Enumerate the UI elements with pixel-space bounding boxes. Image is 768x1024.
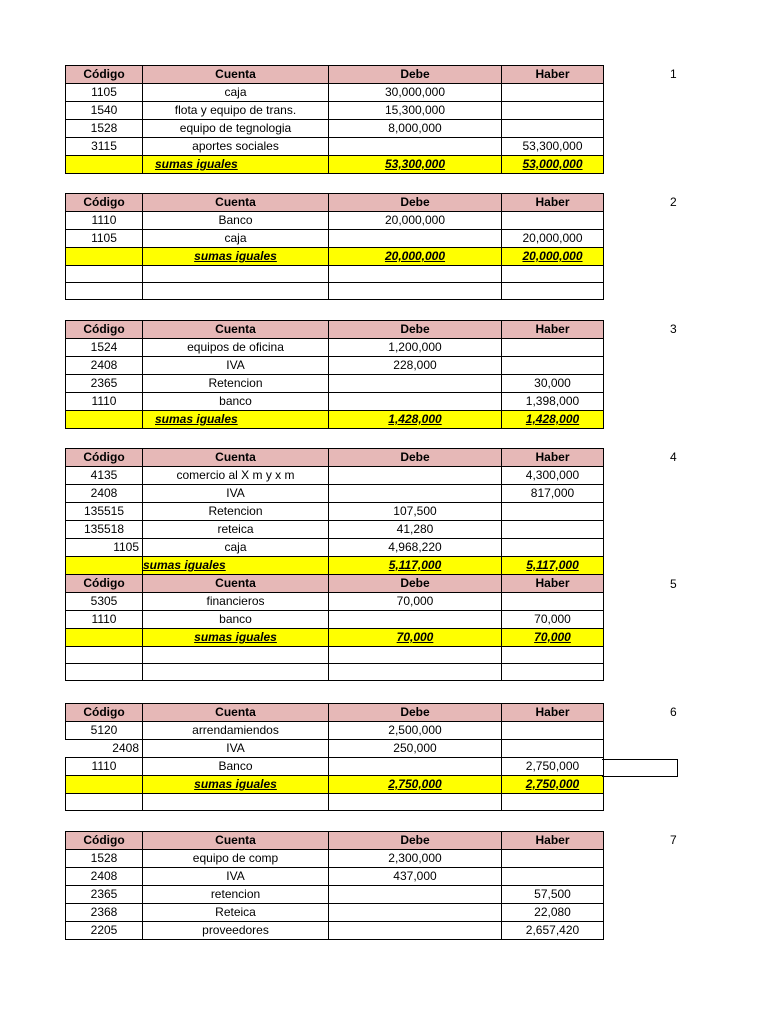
header-codigo: Código <box>66 575 143 593</box>
empty-cell[interactable] <box>143 664 329 681</box>
header-row <box>66 321 604 339</box>
header-haber: Haber <box>502 321 604 339</box>
empty-cell[interactable] <box>329 266 502 283</box>
table-row <box>66 84 604 102</box>
header-cuenta: Cuenta <box>143 704 329 722</box>
header-row <box>66 575 604 593</box>
haber-cell[interactable] <box>502 740 604 758</box>
haber-cell[interactable]: 2,657,420 <box>502 922 604 940</box>
table-row <box>66 611 604 629</box>
cuenta-cell[interactable]: caja <box>143 230 329 248</box>
table-row <box>66 868 604 886</box>
header-codigo: Código <box>66 66 143 84</box>
total-haber[interactable]: 20,000,000 <box>502 248 604 266</box>
header-debe: Debe <box>329 321 502 339</box>
journal-entry-table <box>65 65 604 174</box>
debe-cell[interactable]: 1,200,000 <box>329 339 502 357</box>
entry-number: 2 <box>670 195 677 209</box>
table-row <box>66 393 604 411</box>
codigo-cell[interactable]: 1528 <box>66 850 143 868</box>
codigo-cell[interactable]: 1540 <box>66 102 143 120</box>
empty-cell[interactable] <box>66 664 143 681</box>
header-codigo: Código <box>66 704 143 722</box>
empty-cell[interactable] <box>66 557 143 575</box>
table-row <box>66 503 604 521</box>
table-row <box>66 886 604 904</box>
haber-cell[interactable]: 1,398,000 <box>502 393 604 411</box>
haber-cell[interactable]: 30,000 <box>502 375 604 393</box>
entry-number: 4 <box>670 450 677 464</box>
journal-entry-table <box>65 703 604 811</box>
haber-cell[interactable]: 2,750,000 <box>502 758 604 776</box>
debe-cell[interactable]: 30,000,000 <box>329 84 502 102</box>
debe-cell[interactable] <box>329 904 502 922</box>
empty-cell[interactable] <box>502 647 604 664</box>
total-debe[interactable]: 53,300,000 <box>329 156 502 174</box>
debe-cell[interactable]: 20,000,000 <box>329 212 502 230</box>
codigo-cell[interactable]: 2368 <box>66 904 143 922</box>
table-row <box>66 212 604 230</box>
codigo-cell[interactable]: 4135 <box>66 467 143 485</box>
cuenta-cell[interactable]: Retencion <box>143 375 329 393</box>
total-haber[interactable]: 1,428,000 <box>502 411 604 429</box>
empty-cell[interactable] <box>329 794 502 811</box>
debe-cell[interactable] <box>329 393 502 411</box>
empty-cell[interactable] <box>502 283 604 300</box>
codigo-cell[interactable]: 3115 <box>66 138 143 156</box>
debe-cell[interactable]: 437,000 <box>329 868 502 886</box>
debe-cell[interactable] <box>329 611 502 629</box>
entry-number: 5 <box>670 577 677 591</box>
journal-entry-table <box>65 320 604 429</box>
debe-cell[interactable] <box>329 886 502 904</box>
empty-cell[interactable] <box>66 248 143 266</box>
header-cuenta: Cuenta <box>143 66 329 84</box>
table-row <box>66 539 604 557</box>
header-debe: Debe <box>329 194 502 212</box>
haber-cell[interactable] <box>502 339 604 357</box>
total-label[interactable]: sumas iguales <box>143 156 329 174</box>
debe-cell[interactable]: 70,000 <box>329 593 502 611</box>
codigo-cell[interactable]: 2408 <box>66 740 143 758</box>
header-debe: Debe <box>329 575 502 593</box>
table-row <box>66 357 604 375</box>
table-row <box>66 467 604 485</box>
header-cuenta: Cuenta <box>143 832 329 850</box>
debe-cell[interactable]: 8,000,000 <box>329 120 502 138</box>
empty-cell[interactable] <box>66 629 143 647</box>
journal-entry-table <box>65 193 604 300</box>
cuenta-cell[interactable]: equipos de oficina <box>143 339 329 357</box>
codigo-cell[interactable]: 1105 <box>66 230 143 248</box>
codigo-cell[interactable]: 1105 <box>66 539 143 557</box>
total-debe[interactable]: 1,428,000 <box>329 411 502 429</box>
cuenta-cell[interactable]: equipo de tegnologia <box>143 120 329 138</box>
table-row <box>66 485 604 503</box>
header-row <box>66 449 604 467</box>
cuenta-cell[interactable]: caja <box>143 84 329 102</box>
cuenta-cell[interactable]: flota y equipo de trans. <box>143 102 329 120</box>
debe-cell[interactable] <box>329 467 502 485</box>
empty-cell[interactable] <box>66 266 143 283</box>
cuenta-cell[interactable]: equipo de comp <box>143 850 329 868</box>
codigo-cell[interactable]: 135515 <box>66 503 143 521</box>
empty-row <box>66 664 604 681</box>
header-codigo: Código <box>66 194 143 212</box>
empty-cell[interactable] <box>143 794 329 811</box>
total-label[interactable]: sumas iguales <box>143 776 329 794</box>
debe-cell[interactable] <box>329 485 502 503</box>
empty-cell[interactable] <box>66 411 143 429</box>
cuenta-cell[interactable]: IVA <box>143 485 329 503</box>
cuenta-cell[interactable]: financieros <box>143 593 329 611</box>
table-row <box>66 120 604 138</box>
haber-cell[interactable] <box>502 539 604 557</box>
table-row <box>66 850 604 868</box>
entry-number: 6 <box>670 705 677 719</box>
haber-cell[interactable] <box>502 120 604 138</box>
table-row <box>66 593 604 611</box>
debe-cell[interactable] <box>329 230 502 248</box>
journal-entry-table <box>65 448 604 681</box>
total-debe[interactable]: 20,000,000 <box>329 248 502 266</box>
empty-cell[interactable] <box>66 794 143 811</box>
table-row <box>66 722 604 740</box>
debe-cell[interactable]: 250,000 <box>329 740 502 758</box>
header-row <box>66 194 604 212</box>
header-cuenta: Cuenta <box>143 194 329 212</box>
cuenta-cell[interactable]: banco <box>143 611 329 629</box>
haber-cell[interactable] <box>502 357 604 375</box>
haber-cell[interactable]: 22,080 <box>502 904 604 922</box>
empty-cell[interactable] <box>143 647 329 664</box>
header-debe: Debe <box>329 704 502 722</box>
debe-cell[interactable] <box>329 138 502 156</box>
cuenta-cell[interactable]: Banco <box>143 758 329 776</box>
codigo-cell[interactable]: 1524 <box>66 339 143 357</box>
total-label[interactable]: sumas iguales <box>143 248 329 266</box>
empty-cell[interactable] <box>66 647 143 664</box>
empty-cell[interactable] <box>143 266 329 283</box>
cuenta-cell[interactable]: Retencion <box>143 503 329 521</box>
debe-cell[interactable]: 2,300,000 <box>329 850 502 868</box>
total-row <box>66 776 604 794</box>
codigo-cell[interactable]: 2365 <box>66 886 143 904</box>
table-row <box>66 138 604 156</box>
cuenta-cell[interactable]: reteica <box>143 521 329 539</box>
codigo-cell[interactable]: 2408 <box>66 868 143 886</box>
total-haber[interactable]: 2,750,000 <box>502 776 604 794</box>
codigo-cell[interactable]: 1110 <box>66 212 143 230</box>
cuenta-cell[interactable]: comercio al X m y x m <box>143 467 329 485</box>
haber-cell[interactable] <box>502 84 604 102</box>
empty-cell[interactable] <box>502 664 604 681</box>
codigo-cell[interactable]: 1105 <box>66 84 143 102</box>
haber-cell[interactable] <box>502 212 604 230</box>
codigo-cell[interactable]: 135518 <box>66 521 143 539</box>
codigo-cell[interactable]: 2408 <box>66 357 143 375</box>
codigo-cell[interactable]: 1110 <box>66 393 143 411</box>
table-row <box>66 375 604 393</box>
table-row <box>66 102 604 120</box>
empty-row <box>66 794 604 811</box>
total-haber[interactable]: 5,117,000 <box>502 557 604 575</box>
haber-cell[interactable] <box>502 868 604 886</box>
total-haber[interactable]: 53,000,000 <box>502 156 604 174</box>
total-row <box>66 411 604 429</box>
header-haber: Haber <box>502 575 604 593</box>
header-codigo: Código <box>66 832 143 850</box>
entry-number: 7 <box>670 833 677 847</box>
cuenta-cell[interactable]: caja <box>143 539 329 557</box>
table-row <box>66 904 604 922</box>
total-debe[interactable]: 2,750,000 <box>329 776 502 794</box>
haber-cell[interactable]: 53,300,000 <box>502 138 604 156</box>
header-debe: Debe <box>329 66 502 84</box>
empty-cell[interactable] <box>502 794 604 811</box>
total-row <box>66 557 604 575</box>
empty-row <box>66 283 604 300</box>
cuenta-cell[interactable]: retencion <box>143 886 329 904</box>
codigo-cell[interactable]: 1110 <box>66 758 143 776</box>
debe-cell[interactable]: 15,300,000 <box>329 102 502 120</box>
haber-cell[interactable] <box>502 722 604 740</box>
debe-cell[interactable] <box>329 922 502 940</box>
total-row <box>66 156 604 174</box>
haber-cell[interactable]: 20,000,000 <box>502 230 604 248</box>
empty-cell[interactable] <box>66 776 143 794</box>
debe-cell[interactable] <box>329 375 502 393</box>
debe-cell[interactable]: 228,000 <box>329 357 502 375</box>
cuenta-cell[interactable]: arrendamiendos <box>143 722 329 740</box>
header-haber: Haber <box>502 449 604 467</box>
empty-row <box>66 266 604 283</box>
debe-cell[interactable] <box>329 758 502 776</box>
haber-cell[interactable]: 4,300,000 <box>502 467 604 485</box>
entry-number: 3 <box>670 322 677 336</box>
haber-cell[interactable] <box>502 850 604 868</box>
codigo-cell[interactable]: 2365 <box>66 375 143 393</box>
cuenta-cell[interactable]: banco <box>143 393 329 411</box>
cuenta-cell[interactable]: Banco <box>143 212 329 230</box>
debe-cell[interactable]: 4,968,220 <box>329 539 502 557</box>
header-row <box>66 704 604 722</box>
cuenta-cell[interactable]: IVA <box>143 868 329 886</box>
total-haber[interactable]: 70,000 <box>502 629 604 647</box>
table-row <box>66 740 604 758</box>
haber-cell[interactable]: 70,000 <box>502 611 604 629</box>
header-codigo: Código <box>66 321 143 339</box>
total-row <box>66 248 604 266</box>
header-codigo: Código <box>66 449 143 467</box>
total-debe[interactable]: 5,117,000 <box>329 557 502 575</box>
header-row <box>66 66 604 84</box>
codigo-cell[interactable]: 1528 <box>66 120 143 138</box>
cuenta-cell[interactable]: IVA <box>143 357 329 375</box>
codigo-cell[interactable]: 1110 <box>66 611 143 629</box>
header-cuenta: Cuenta <box>143 449 329 467</box>
total-label[interactable]: sumas iguales <box>143 557 329 575</box>
cuenta-cell[interactable]: IVA <box>143 740 329 758</box>
total-debe[interactable]: 70,000 <box>329 629 502 647</box>
haber-cell[interactable] <box>502 102 604 120</box>
debe-cell[interactable]: 2,500,000 <box>329 722 502 740</box>
table-row <box>66 230 604 248</box>
cuenta-cell[interactable]: aportes sociales <box>143 138 329 156</box>
header-debe: Debe <box>329 449 502 467</box>
haber-cell[interactable]: 817,000 <box>502 485 604 503</box>
empty-cell[interactable] <box>66 156 143 174</box>
header-haber: Haber <box>502 832 604 850</box>
journal-entry-table <box>65 831 604 940</box>
header-cuenta: Cuenta <box>143 321 329 339</box>
header-debe: Debe <box>329 832 502 850</box>
table-row <box>66 339 604 357</box>
empty-cell[interactable] <box>329 664 502 681</box>
debe-cell[interactable]: 107,500 <box>329 503 502 521</box>
haber-cell[interactable]: 57,500 <box>502 886 604 904</box>
empty-cell[interactable] <box>143 283 329 300</box>
cuenta-cell[interactable]: Reteica <box>143 904 329 922</box>
empty-cell[interactable] <box>502 266 604 283</box>
total-row <box>66 629 604 647</box>
table-row <box>66 521 604 539</box>
empty-row <box>66 647 604 664</box>
codigo-cell[interactable]: 5120 <box>66 722 143 740</box>
entry-number: 1 <box>670 67 677 81</box>
haber-cell[interactable] <box>502 593 604 611</box>
extra-cell[interactable] <box>602 759 678 777</box>
header-haber: Haber <box>502 704 604 722</box>
empty-cell[interactable] <box>329 647 502 664</box>
haber-cell[interactable] <box>502 521 604 539</box>
codigo-cell[interactable]: 2205 <box>66 922 143 940</box>
total-label[interactable]: sumas iguales <box>143 629 329 647</box>
table-row <box>66 758 604 776</box>
header-haber: Haber <box>502 194 604 212</box>
empty-cell[interactable] <box>329 283 502 300</box>
header-row <box>66 832 604 850</box>
empty-cell[interactable] <box>66 283 143 300</box>
table-row <box>66 922 604 940</box>
header-cuenta: Cuenta <box>143 575 329 593</box>
haber-cell[interactable] <box>502 503 604 521</box>
cuenta-cell[interactable]: proveedores <box>143 922 329 940</box>
debe-cell[interactable]: 41,280 <box>329 521 502 539</box>
header-haber: Haber <box>502 66 604 84</box>
codigo-cell[interactable]: 2408 <box>66 485 143 503</box>
codigo-cell[interactable]: 5305 <box>66 593 143 611</box>
total-label[interactable]: sumas iguales <box>143 411 329 429</box>
